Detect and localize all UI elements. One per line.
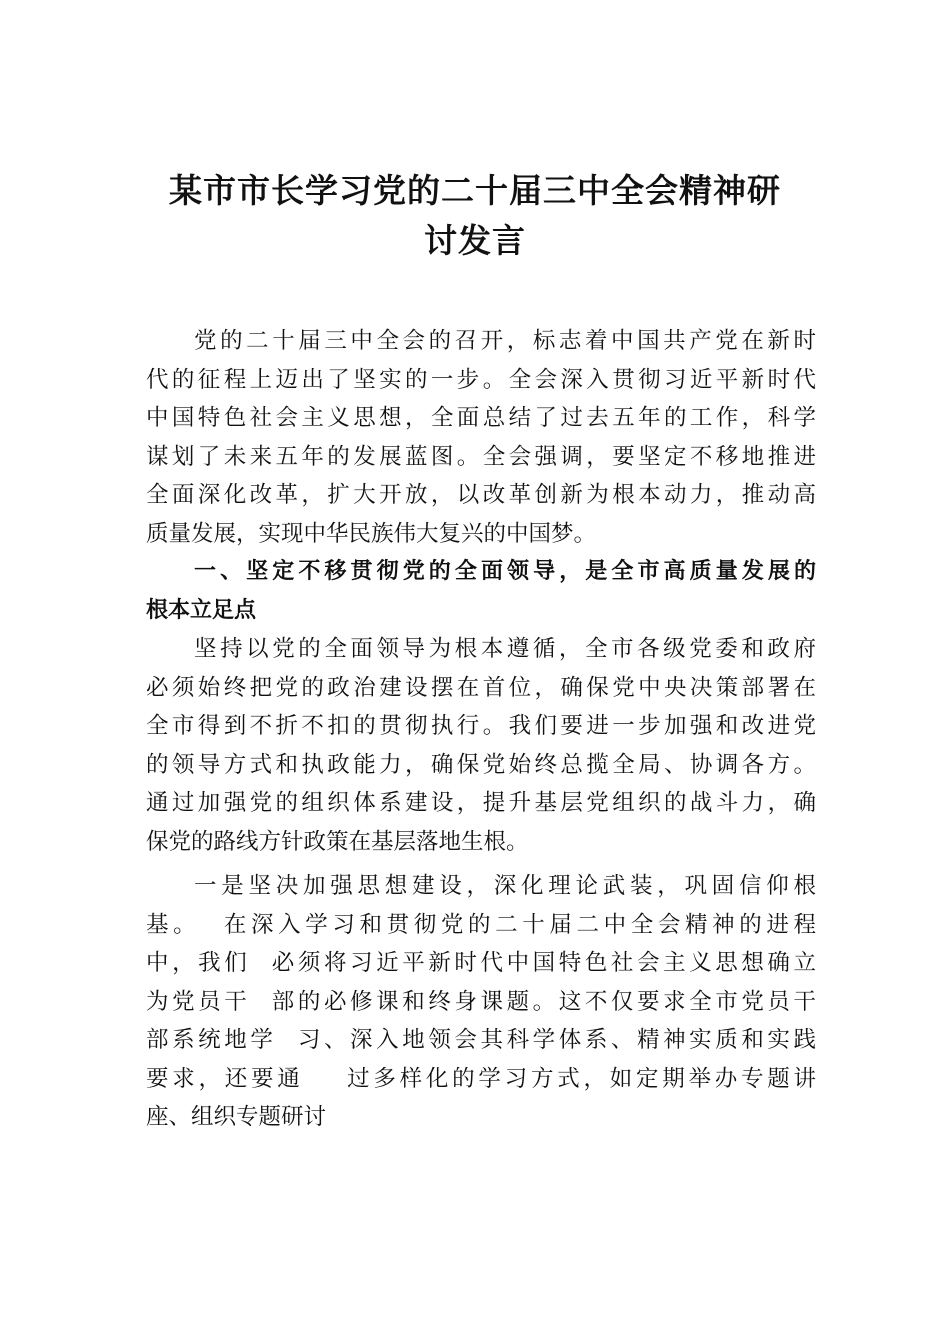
text-line: 质量发展，实现中华民族伟大复兴的中国梦。 bbox=[146, 520, 597, 547]
text-line: 一是坚决加强思想建设，深化理论武装，巩固信仰根 bbox=[194, 873, 816, 899]
text-line: 坚持以党的全面领导为根本遵循，全市各级党委和政府 bbox=[194, 636, 816, 662]
section-heading bbox=[146, 553, 816, 630]
text-line: 代的征程上迈出了坚实的一步。全会深入贯彻习近平新时代 bbox=[146, 366, 816, 393]
text-line: 通过加强党的组织体系建设，提升基层党组织的战斗力，确 bbox=[146, 790, 816, 816]
intro-paragraph bbox=[146, 322, 816, 553]
text-line: 基。 在深入学习和贯彻党的二十届二中全会精神的进程 bbox=[146, 911, 816, 938]
text-line: 中，我们 必须将习近平新时代中国特色社会主义思想确立 bbox=[146, 950, 816, 976]
text-line: 谋划了未来五年的发展蓝图。全会强调，要坚定不移地推进 bbox=[146, 443, 816, 470]
heading-line: 一、坚定不移贯彻党的全面领导，是全市高质量发展的 bbox=[194, 559, 816, 584]
section-paragraph bbox=[146, 630, 816, 861]
document-body bbox=[146, 322, 816, 1137]
heading-line: 根本立足点 bbox=[146, 597, 257, 623]
text-line: 的领导方式和执政能力，确保党始终总揽全局、协调各方。 bbox=[146, 751, 816, 778]
subsection-paragraph bbox=[146, 867, 816, 1137]
text-line: 中国特色社会主义思想，全面总结了过去五年的工作，科学 bbox=[146, 405, 816, 431]
text-line: 全面深化改革，扩大开放，以改革创新为根本动力，推动高 bbox=[146, 482, 816, 508]
text-line: 为党员干 部的必修课和终身课题。这不仅要求全市党员干 bbox=[146, 988, 816, 1015]
text-line: 全市得到不折不扣的贯彻执行。我们要进一步加强和改进党 bbox=[146, 713, 816, 739]
text-line: 党的二十届三中全会的召开，标志着中国共产党在新时 bbox=[194, 328, 816, 354]
title-line: 某市市长学习党的二十届三中全会精神研 bbox=[169, 171, 781, 210]
text-line: 座、组织专题研讨 bbox=[146, 1104, 327, 1130]
title-line: 讨发言 bbox=[424, 221, 526, 260]
text-line: 保党的路线方针政策在基层落地生根。 bbox=[146, 828, 529, 855]
document-title bbox=[120, 166, 830, 266]
text-line: 必须始终把党的政治建设摆在首位，确保党中央决策部署在 bbox=[146, 674, 816, 701]
text-line: 要求，还要通 过多样化的学习方式，如定期举办专题讲 bbox=[146, 1065, 816, 1092]
text-line: 部系统地学 习、深入地领会其科学体系、精神实质和实践 bbox=[146, 1027, 816, 1053]
